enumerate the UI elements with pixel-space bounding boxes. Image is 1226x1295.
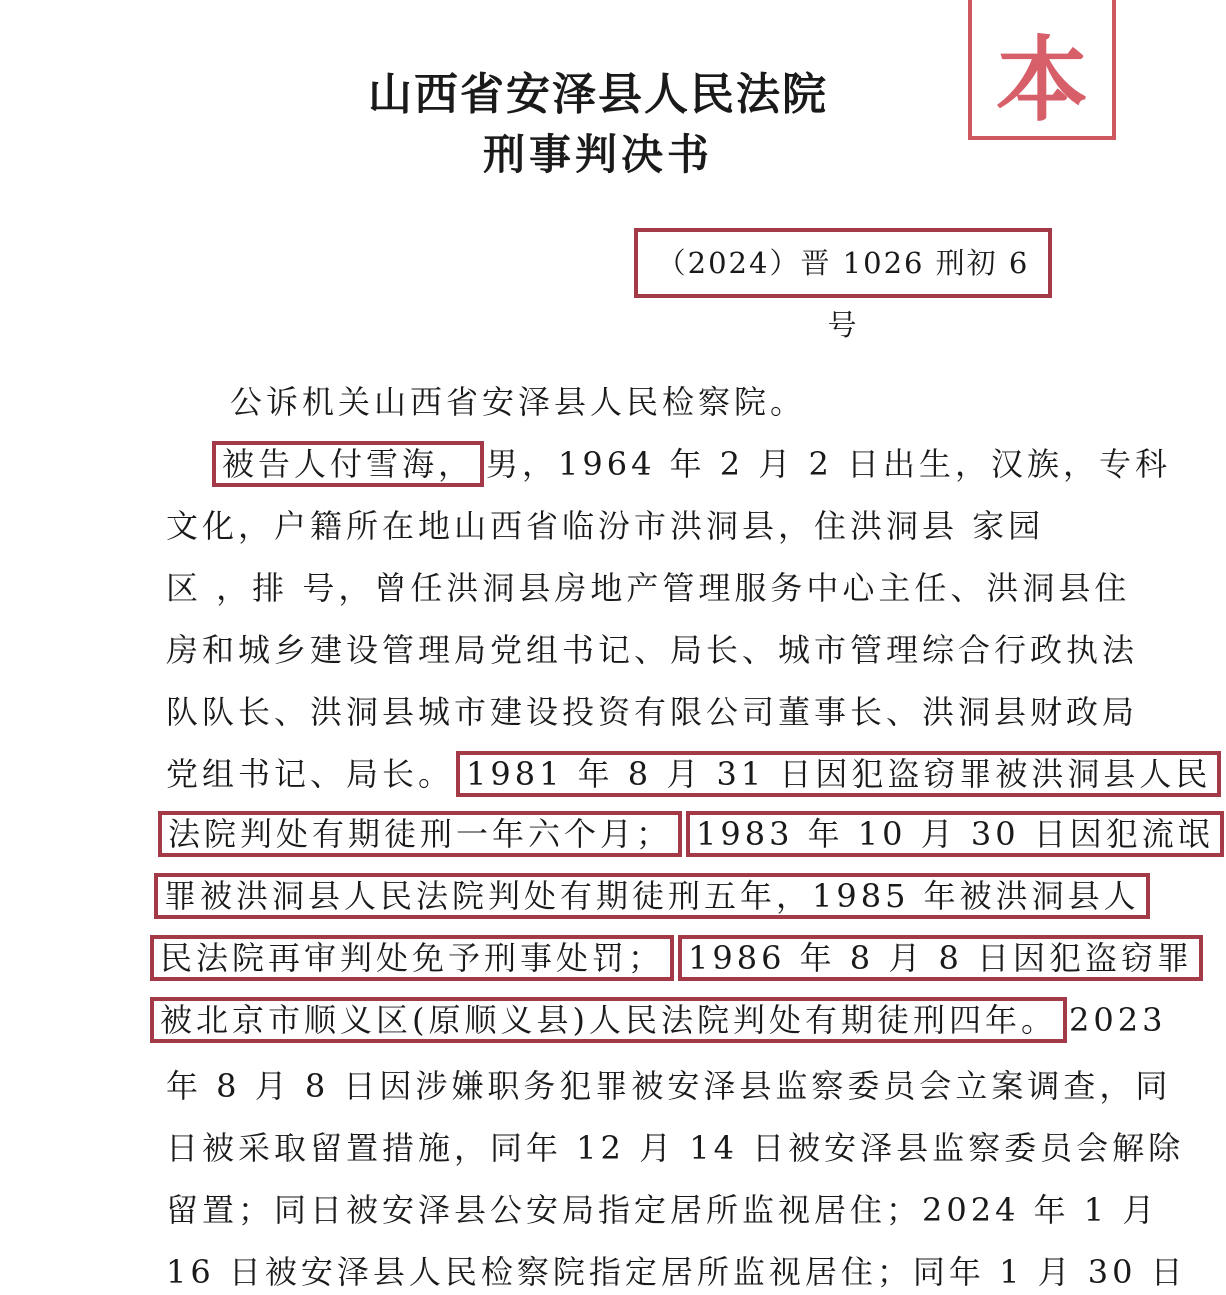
conviction-1986-highlight: 1986 年 8 月 8 日因犯盗窃罪 — [678, 935, 1203, 981]
body-line: 16 日被安泽县人民检察院指定居所监视居住；同年 1 月 30 日 — [166, 1253, 1187, 1291]
conviction-1981-highlight: 1981 年 8 月 31 日因犯盗窃罪被洪洞县人民 — [456, 751, 1221, 797]
body-line: 日被采取留置措施，同年 12 月 14 日被安泽县监察委员会解除 — [166, 1129, 1185, 1167]
defendant-line: 被告人付雪海， 男，1964 年 2 月 2 日出生，汉族，专科 — [210, 441, 1171, 487]
sentence-1983-highlight: 罪被洪洞县人民法院判处有期徒刑五年，1985 年被洪洞县人 — [154, 873, 1150, 919]
court-name: 山西省安泽县人民法院 — [368, 69, 828, 120]
official-seal-stamp: 本 — [968, 0, 1116, 140]
body-line — [156, 811, 1226, 857]
body-line: 区 ，排 号，曾任洪洞县房地产管理服务中心主任、洪洞县住 — [166, 569, 1131, 607]
conviction-1983-highlight: 1983 年 10 月 30 日因犯流氓 — [686, 811, 1224, 857]
case-number: （2024）晋 1026 刑初 6 号 — [634, 228, 1052, 298]
prosecutor-line: 公诉机关山西省安泽县人民检察院。 — [230, 383, 807, 421]
body-line: 文化，户籍所在地山西省临汾市洪洞县，住洪洞县 家园 — [166, 507, 1045, 545]
body-line — [152, 873, 1152, 919]
body-line: 留置；同日被安泽县公安局指定居所监视居住；2024 年 1 月 — [166, 1191, 1159, 1229]
document-type: 刑事判决书 — [482, 130, 713, 179]
retrial-1985-highlight: 民法院再审判处免予刑事处罚； — [150, 935, 674, 981]
body-line: 年 8 月 8 日因涉嫌职务犯罪被安泽县监察委员会立案调查，同 — [166, 1067, 1172, 1105]
sentence-1981-highlight: 法院判处有期徒刑一年六个月； — [158, 811, 682, 857]
defendant-name-highlight: 被告人付雪海， — [212, 441, 484, 487]
body-line: 房和城乡建设管理局党组书记、局长、城市管理综合行政执法 — [166, 631, 1139, 669]
sentence-1986-highlight: 被北京市顺义区(原顺义县)人民法院判处有期徒刑四年。 — [150, 997, 1067, 1043]
body-line — [148, 935, 1205, 981]
body-line: 被北京市顺义区(原顺义县)人民法院判处有期徒刑四年。 2023 — [148, 997, 1166, 1043]
body-line: 队队长、洪洞县城市建设投资有限公司董事长、洪洞县财政局 — [166, 693, 1139, 731]
body-line: 党组书记、局长。 1981 年 8 月 31 日因犯盗窃罪被洪洞县人民 — [166, 751, 1223, 797]
